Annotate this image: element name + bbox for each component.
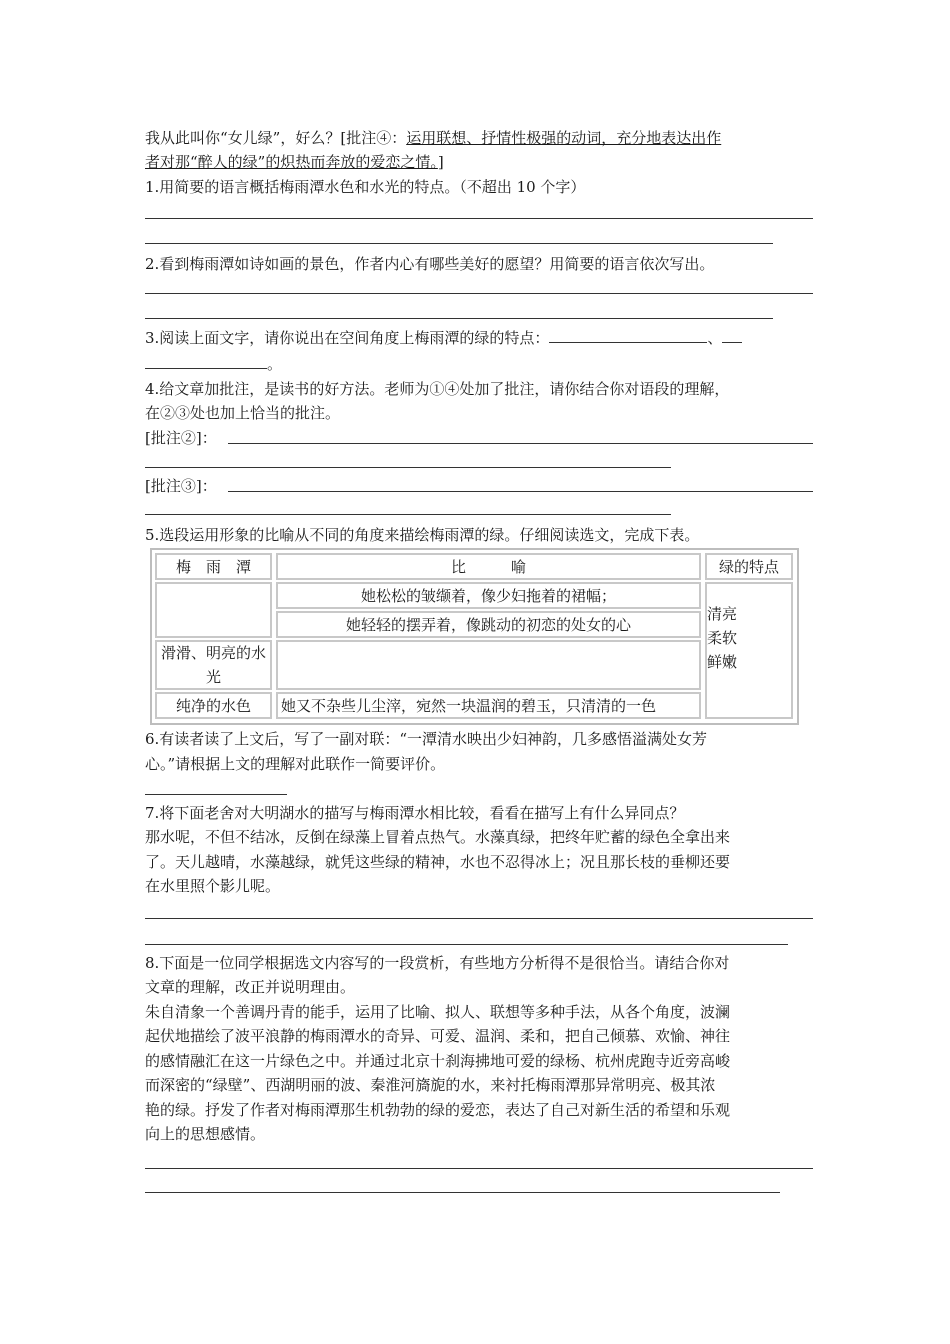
question-7-quote-2: 了。天儿越晴，水藻越绿，就凭这些绿的精神，水也不忍得冰上；况且那长枝的垂柳还要 <box>145 853 731 871</box>
answer-line-q2-a[interactable] <box>145 293 813 294</box>
question-1: 1.用简要的语言概括梅雨潭水色和水光的特点。（不超出 10 个字） <box>145 178 586 196</box>
answer-line-note3-b[interactable] <box>145 514 671 515</box>
answer-line-q8-b[interactable] <box>145 1192 780 1193</box>
question-4: 4.给文章加批注，是读书的好方法。老师为①④处加了批注，请你结合你对语段的理解， <box>145 380 730 398</box>
question-5: 5.选段运用形象的比喻从不同的角度来描绘梅雨潭的绿。仔细阅读选文，完成下表。 <box>145 526 700 544</box>
question-6-cont: 心。”请根据上文的理解对此联作一简要评价。 <box>145 755 446 773</box>
annotation-4-text: 运用联想、抒情性极强的动词，充分地表达出作 <box>406 129 722 147</box>
blank-cell-subject-1[interactable] <box>155 582 272 638</box>
metaphor-table <box>150 548 799 725</box>
annotation-3-label: [批注③]： <box>145 477 217 495</box>
question-8-passage-3: 的感情融汇在这一片绿色之中。并通过北京十刹海拂地可爱的绿杨、杭州虎跑寺近旁高峻 <box>145 1052 731 1070</box>
answer-line-note2-a[interactable] <box>228 443 813 444</box>
blank-q3-c[interactable] <box>145 351 267 369</box>
trait-item: 清亮 <box>707 605 738 623</box>
question-7-quote-3: 在水里照个影儿呢。 <box>145 877 281 895</box>
question-8-passage-6: 向上的思想感情。 <box>145 1125 266 1143</box>
question-8-passage-1: 朱自清象一个善调丹青的能手，运用了比喻、拟人、联想等多种手法，从各个角度，波澜 <box>145 1003 731 1021</box>
question-3: 3.阅读上面文字，请你说出在空间角度上梅雨潭的绿的特点： 、 <box>145 325 742 350</box>
table-row-4-metaphor: 她又不杂些儿尘滓，宛然一块温润的碧玉，只清清的一色 <box>276 692 701 719</box>
answer-line-q6[interactable] <box>145 794 287 795</box>
question-8-passage-5: 艳的绿。抒发了作者对梅雨潭那生机勃勃的绿的爱恋，表达了自己对新生活的希望和乐观 <box>145 1101 731 1119</box>
intro-text: 我从此叫你“女儿绿”，好么？[批注④： <box>145 129 407 147</box>
question-6: 6.有读者读了上文后，写了一副对联：“一潭清水映出少妇神韵，几多感悟溢满处女芳 <box>145 730 707 748</box>
question-8-passage-2: 起伏地描绘了波平浪静的梅雨潭水的奇异、可爱、温润、柔和，把自己倾慕、欢愉、神往 <box>145 1027 731 1045</box>
answer-line-q1-b[interactable] <box>145 243 773 244</box>
trait-item: 鲜嫩 <box>707 653 738 671</box>
question-7-quote-1: 那水呢，不但不结冰，反倒在绿藻上冒着点热气。水藻真绿，把终年贮蓄的绿色全拿出来 <box>145 828 731 846</box>
annotation-4-text-cont: 者对那“醉人的绿”的炽热而奔放的爱恋之情。 <box>145 153 438 171</box>
answer-line-note2-b[interactable] <box>145 467 671 468</box>
table-row-2-metaphor: 她轻轻的摆弄着，像跳动的初恋的处女的心 <box>276 611 701 638</box>
table-row-4-subject: 纯净的水色 <box>155 692 272 719</box>
question-8-cont: 文章的理解，改正并说明理由。 <box>145 978 356 996</box>
trait-item: 柔软 <box>707 629 738 647</box>
intro-line-1 <box>145 126 721 150</box>
question-8: 8.下面是一位同学根据选文内容写的一段赏析，有些地方分析得不是很恰当。请结合你对 <box>145 954 730 972</box>
blank-q3-a[interactable] <box>549 325 707 343</box>
table-row-3-subject: 滑滑、明亮的水光 <box>155 640 272 690</box>
answer-line-q7-b[interactable] <box>145 944 788 945</box>
table-header-subject: 梅 雨 潭 <box>155 553 272 580</box>
question-2: 2.看到梅雨潭如诗如画的景色，作者内心有哪些美好的愿望？用简要的语言依次写出。 <box>145 255 715 273</box>
annotation-2-label: [批注②]： <box>145 429 217 447</box>
table-traits-cell <box>705 582 793 719</box>
question-8-passage-4: 而深密的“绿壁”、西湖明丽的波、秦淮河旖旎的水，来衬托梅雨潭那异常明亮、极其浓 <box>145 1076 716 1094</box>
intro-line-2: 者对那“醉人的绿”的炽热而奔放的爱恋之情。] <box>145 153 444 171</box>
answer-line-q2-b[interactable] <box>145 318 773 319</box>
blank-q3-b[interactable] <box>722 325 742 343</box>
question-3-cont: 。 <box>145 351 282 376</box>
blank-cell-metaphor-3[interactable] <box>276 640 701 690</box>
question-4-cont: 在②③处也加上恰当的批注。 <box>145 404 341 422</box>
table-header-metaphor: 比 喻 <box>276 553 701 580</box>
answer-line-q8-a[interactable] <box>145 1168 813 1169</box>
table-header-trait: 绿的特点 <box>705 553 793 580</box>
answer-line-q7-a[interactable] <box>145 918 813 919</box>
table-row-1-metaphor: 她松松的皱缬着，像少妇拖着的裙幅； <box>276 582 701 609</box>
answer-line-q1-a[interactable] <box>145 218 813 219</box>
answer-line-note3-a[interactable] <box>228 491 813 492</box>
question-7: 7.将下面老舍对大明湖水的描写与梅雨潭水相比较，看看在描写上有什么异同点？ <box>145 804 685 822</box>
